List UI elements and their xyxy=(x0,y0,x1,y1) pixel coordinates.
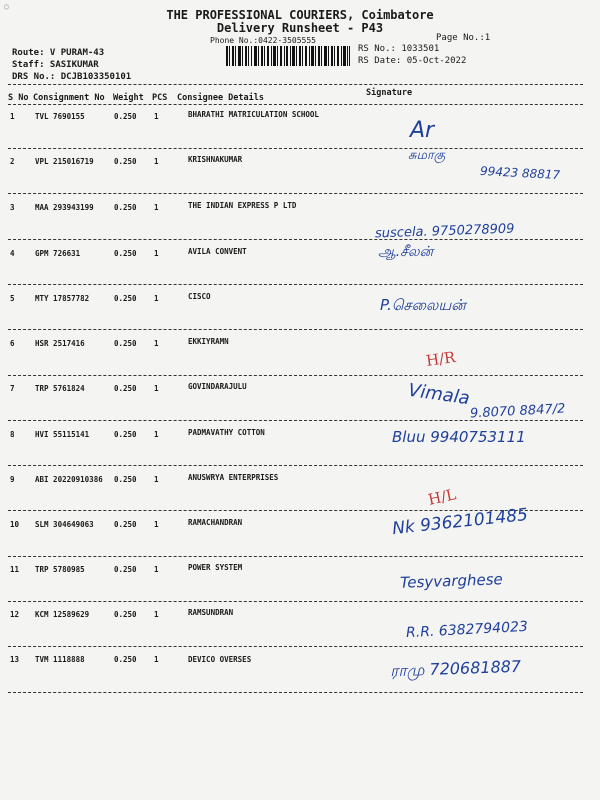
row-sno: 2 xyxy=(10,157,15,166)
row-consignment: ABI 20220910386 xyxy=(35,475,103,484)
signature-row7-name: Vimala xyxy=(406,379,472,410)
row-pcs: 1 xyxy=(154,294,159,303)
row-divider xyxy=(8,465,583,466)
row-consignment: HVI 55115141 xyxy=(35,430,90,439)
corner-mark: ◌ xyxy=(4,2,9,11)
row-sno: 7 xyxy=(10,384,15,393)
row-pcs: 1 xyxy=(154,655,159,664)
row-divider xyxy=(8,148,583,149)
mark-row9: H/L xyxy=(426,485,458,509)
row-weight: 0.250 xyxy=(114,157,137,166)
row-sno: 6 xyxy=(10,339,15,348)
company-title: THE PROFESSIONAL COURIERS, Coimbatore xyxy=(166,8,434,22)
row-consignee: BHARATHI MATRICULATION SCHOOL xyxy=(188,110,319,119)
drs-number: DRS No.: DCJB103350101 xyxy=(12,72,132,82)
row-consignment: HSR 2517416 xyxy=(35,339,85,348)
row-consignee: GOVINDARAJULU xyxy=(188,382,247,391)
signature-row1: Ar xyxy=(410,118,435,143)
row-sno: 8 xyxy=(10,430,15,439)
barcode xyxy=(226,46,350,66)
signature-row11: Tesyvarghese xyxy=(399,570,504,592)
row-sno: 10 xyxy=(10,520,20,529)
row-consignment: VPL 215016719 xyxy=(35,157,94,166)
route: Route: V PURAM-43 xyxy=(12,48,105,58)
row-pcs: 1 xyxy=(154,475,159,484)
row-divider xyxy=(8,556,583,557)
row-pcs: 1 xyxy=(154,565,159,574)
signature-row13: ராமு 720681887 xyxy=(389,656,522,681)
row-pcs: 1 xyxy=(154,249,159,258)
row-divider xyxy=(8,329,583,330)
signature-row2-name: சுமாகு xyxy=(408,148,446,163)
row-weight: 0.250 xyxy=(114,565,137,574)
row-pcs: 1 xyxy=(154,203,159,212)
row-consignment: TRP 5780985 xyxy=(35,565,85,574)
row-consignment: MAA 293943199 xyxy=(35,203,94,212)
row-consignee: AVILA CONVENT xyxy=(188,247,247,256)
row-consignment: MTY 17857782 xyxy=(35,294,90,303)
col-consignee: Consignee Details xyxy=(177,93,264,103)
row-divider xyxy=(8,375,583,376)
row-weight: 0.250 xyxy=(114,249,137,258)
row-consignee: RAMACHANDRAN xyxy=(188,518,243,527)
row-pcs: 1 xyxy=(154,384,159,393)
signature-row7-phone: 9.8070 8847/2 xyxy=(469,401,566,422)
doc-title: Delivery Runsheet - P43 xyxy=(216,21,384,35)
row-weight: 0.250 xyxy=(114,339,137,348)
row-consignment: GPM 726631 xyxy=(35,249,81,258)
rs-number: RS No.: 1033501 xyxy=(358,44,440,54)
row-weight: 0.250 xyxy=(114,610,137,619)
row-divider xyxy=(8,193,583,194)
row-consignee: ANUSWRYA ENTERPRISES xyxy=(188,473,279,482)
row-consignee: EKKIYRAMN xyxy=(188,337,229,346)
col-consignment: Consignment No xyxy=(33,93,105,103)
signature-row4-line1: suscela. 9750278909 xyxy=(374,221,515,242)
row-consignment: TVL 7690155 xyxy=(35,112,85,121)
row-divider xyxy=(8,692,583,693)
row-divider xyxy=(8,420,583,421)
row-sno: 5 xyxy=(10,294,15,303)
row-divider xyxy=(8,646,583,647)
row-sno: 3 xyxy=(10,203,15,212)
row-consignment: SLM 304649063 xyxy=(35,520,94,529)
staff: Staff: SASIKUMAR xyxy=(12,60,99,70)
col-sno: S No xyxy=(8,93,29,103)
row-consignee: POWER SYSTEM xyxy=(188,563,243,572)
signature-row8: Bluu 9940753111 xyxy=(392,428,526,446)
row-consignee: DEVICO OVERSES xyxy=(188,655,252,664)
row-consignment: TVM 1118888 xyxy=(35,655,85,664)
col-weight: Weight xyxy=(113,93,144,103)
row-pcs: 1 xyxy=(154,157,159,166)
col-pcs: PCS xyxy=(152,93,168,103)
row-consignment: TRP 5761824 xyxy=(35,384,85,393)
row-pcs: 1 xyxy=(154,112,159,121)
row-consignee: THE INDIAN EXPRESS P LTD xyxy=(188,201,297,210)
signature-row12: R.R. 6382794023 xyxy=(405,618,529,642)
signature-row10: Nk 9362101485 xyxy=(391,504,529,540)
row-pcs: 1 xyxy=(154,610,159,619)
signature-row5: P.செலையன் xyxy=(380,296,466,314)
row-pcs: 1 xyxy=(154,520,159,529)
row-weight: 0.250 xyxy=(114,520,137,529)
row-weight: 0.250 xyxy=(114,475,137,484)
rs-date: RS Date: 05-Oct-2022 xyxy=(358,56,467,66)
row-pcs: 1 xyxy=(154,339,159,348)
row-divider xyxy=(8,284,583,285)
row-consignment: KCM 12589629 xyxy=(35,610,90,619)
signature-row4-line2: ஆ.சீலன் xyxy=(378,244,434,260)
column-divider xyxy=(8,104,583,105)
phone-number: Phone No.:0422-3505555 xyxy=(210,36,316,45)
row-consignee: RAMSUNDRAN xyxy=(188,608,234,617)
page-number: Page No.:1 xyxy=(436,33,491,43)
row-weight: 0.250 xyxy=(114,294,137,303)
row-sno: 13 xyxy=(10,655,20,664)
row-sno: 11 xyxy=(10,565,20,574)
header-divider xyxy=(8,84,583,85)
row-divider xyxy=(8,601,583,602)
row-weight: 0.250 xyxy=(114,430,137,439)
row-weight: 0.250 xyxy=(114,203,137,212)
row-divider xyxy=(8,239,583,240)
row-weight: 0.250 xyxy=(114,655,137,664)
row-consignee: CISCO xyxy=(188,292,211,301)
row-weight: 0.250 xyxy=(114,384,137,393)
col-signature: Signature xyxy=(366,88,413,98)
row-sno: 9 xyxy=(10,475,15,484)
row-sno: 4 xyxy=(10,249,15,258)
row-pcs: 1 xyxy=(154,430,159,439)
signature-row2-phone: 99423 88817 xyxy=(479,163,561,183)
row-consignee: PADMAVATHY COTTON xyxy=(188,428,265,437)
row-sno: 12 xyxy=(10,610,20,619)
row-sno: 1 xyxy=(10,112,15,121)
row-consignee: KRISHNAKUMAR xyxy=(188,155,243,164)
mark-row6: H/R xyxy=(424,348,457,370)
row-weight: 0.250 xyxy=(114,112,137,121)
